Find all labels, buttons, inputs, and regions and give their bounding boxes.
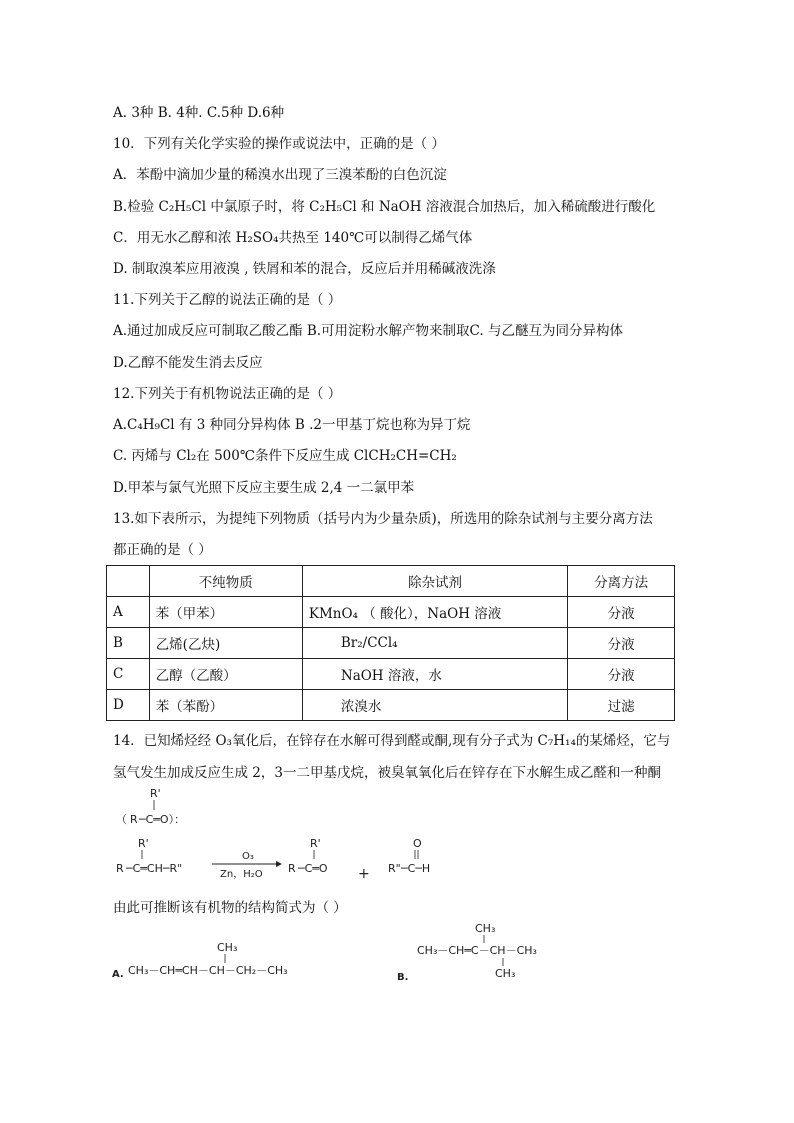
table-row (107, 690, 675, 721)
table-row (107, 628, 675, 659)
option-b-top-methyl: CH₃ (475, 922, 496, 935)
q9-options: A. 3种 B. 4种. C.5种 D.6种 (113, 105, 285, 121)
question-14-line1: 14．已知烯烃经 O₃氧化后，在锌存在水解可得到醛或酮,现有分子式为 C₇H₁₄的某烯烃，它与 (113, 733, 671, 749)
q12-options-ab: A.C₄H₉Cl 有 3 种同分异构体 B .2一甲基丁烷也称为异丁烷 (113, 417, 471, 433)
row-label: A (107, 597, 150, 628)
product1-body: ─C═O (298, 862, 328, 875)
table-header-cell: 分离方法 (568, 566, 675, 597)
reagent-zinc-water: Zn，H₂O (220, 869, 263, 880)
product1-r-prime: R' (310, 837, 321, 850)
option-b-main-chain: CH₃－CH═C－CH－CH₃ (417, 944, 537, 957)
option-b-structure (395, 918, 565, 984)
impure-substance: 苯（苯酚） (149, 690, 302, 721)
question-13-line1: 13.如下表所示，为提纯下列物质（括号内为少量杂质)，所选用的除杂试剂与主要分离方法 (113, 511, 653, 527)
reactant-r-prime: R' (138, 837, 149, 850)
reagent: Br₂/CCl₄ (302, 628, 567, 659)
option-b-label: B. (397, 972, 409, 983)
question-10: 10．下列有关化学实验的操作或说法中，正确的是（ ） (113, 136, 445, 152)
question-14-line3: 由此可推断该有机物的结构简式为（ ） (113, 900, 347, 916)
table-header-cell: 不纯物质 (149, 566, 302, 597)
option-a-main-chain: CH₃－CH═CH－CH－CH₂－CH₃ (128, 964, 288, 977)
q10-option-c: C．用无水乙醇和浓 H₂SO₄共热至 140℃可以制得乙烯气体 (113, 230, 473, 246)
question-13-line2: 都正确的是（ ） (113, 542, 212, 558)
reagent: 浓溴水 (302, 690, 567, 721)
product2-body: ─C─H (401, 862, 431, 875)
impure-substance: 乙烯(乙炔) (149, 628, 302, 659)
product2-r-double-prime: R" (388, 862, 401, 875)
separation-method: 分液 (568, 659, 675, 690)
table-header-cell: 除杂试剂 (302, 566, 567, 597)
purification-table (106, 565, 675, 721)
option-b-bottom-methyl: CH₃ (495, 967, 516, 980)
plus-sign: + (358, 866, 370, 882)
question-14-line2: 氢气发生加成反应生成 2，3一二甲基戊烷，被臭氧氧化后在锌存在下水解生成乙醛和一种酮 (113, 765, 661, 781)
option-a-methyl-branch: CH₃ (217, 941, 238, 954)
reagent: NaOH 溶液，水 (302, 659, 567, 690)
table-header-cell (107, 566, 150, 597)
ketone-open-paren: （ (116, 813, 127, 826)
row-label: D (107, 690, 150, 721)
q10-option-b: B.检验 C₂H₅Cl 中氯原子时，将 C₂H₅Cl 和 NaOH 溶液混合加热后，加入稀硫酸进行酸化 (113, 199, 656, 215)
table-row (107, 659, 675, 690)
table-row (107, 597, 675, 628)
q12-option-d: D.甲苯与氯气光照下反应主要生成 2,4 一二氯甲苯 (113, 480, 415, 496)
q11-options-abc: A.通过加成反应可制取乙酸乙酯 B.可用淀粉水解产物来制取C. 与乙醚互为同分异构体 (113, 323, 623, 339)
product1-r: R (288, 862, 296, 875)
q10-option-a: A．苯酚中滴加少量的稀溴水出现了三溴苯酚的白色沉淀 (113, 167, 447, 183)
reagent-ozone: O₃ (242, 851, 254, 862)
q11-option-d: D.乙醇不能发生消去反应 (113, 355, 263, 371)
option-a-label: A. (112, 969, 124, 980)
separation-method: 过滤 (568, 690, 675, 721)
q10-option-d: D. 制取溴苯应用液溴 , 铁屑和苯的混合，反应后并用稀碱液洗涤 (113, 261, 496, 277)
option-a-structure (110, 938, 320, 986)
ozonolysis-scheme (110, 785, 570, 885)
table-header-row (107, 566, 675, 597)
separation-method: 分液 (568, 628, 675, 659)
reagent: KMnO₄ （ 酸化），NaOH 溶液 (302, 597, 567, 628)
ketone-r: R (130, 813, 138, 826)
separation-method: 分液 (568, 597, 675, 628)
impure-substance: 乙醇（乙酸） (149, 659, 302, 690)
row-label: C (107, 659, 150, 690)
ketone-r-prime: R' (150, 787, 161, 800)
arrow-head-icon (276, 861, 282, 867)
q12-option-c: C. 丙烯与 Cl₂在 500℃条件下反应生成 ClCH₂CH=CH₂ (113, 448, 457, 464)
ketone-body: ─C═O）： (139, 813, 186, 826)
question-11: 11.下列关于乙醇的说法正确的是（ ） (113, 292, 342, 308)
question-12: 12.下列关于有机物说法正确的是（ ） (113, 386, 342, 402)
product2-oxygen: O (413, 837, 422, 850)
impure-substance: 苯（甲苯） (149, 597, 302, 628)
reactant-body: ─C═CH─R" (126, 862, 183, 875)
reactant-r: R (116, 862, 124, 875)
row-label: B (107, 628, 150, 659)
